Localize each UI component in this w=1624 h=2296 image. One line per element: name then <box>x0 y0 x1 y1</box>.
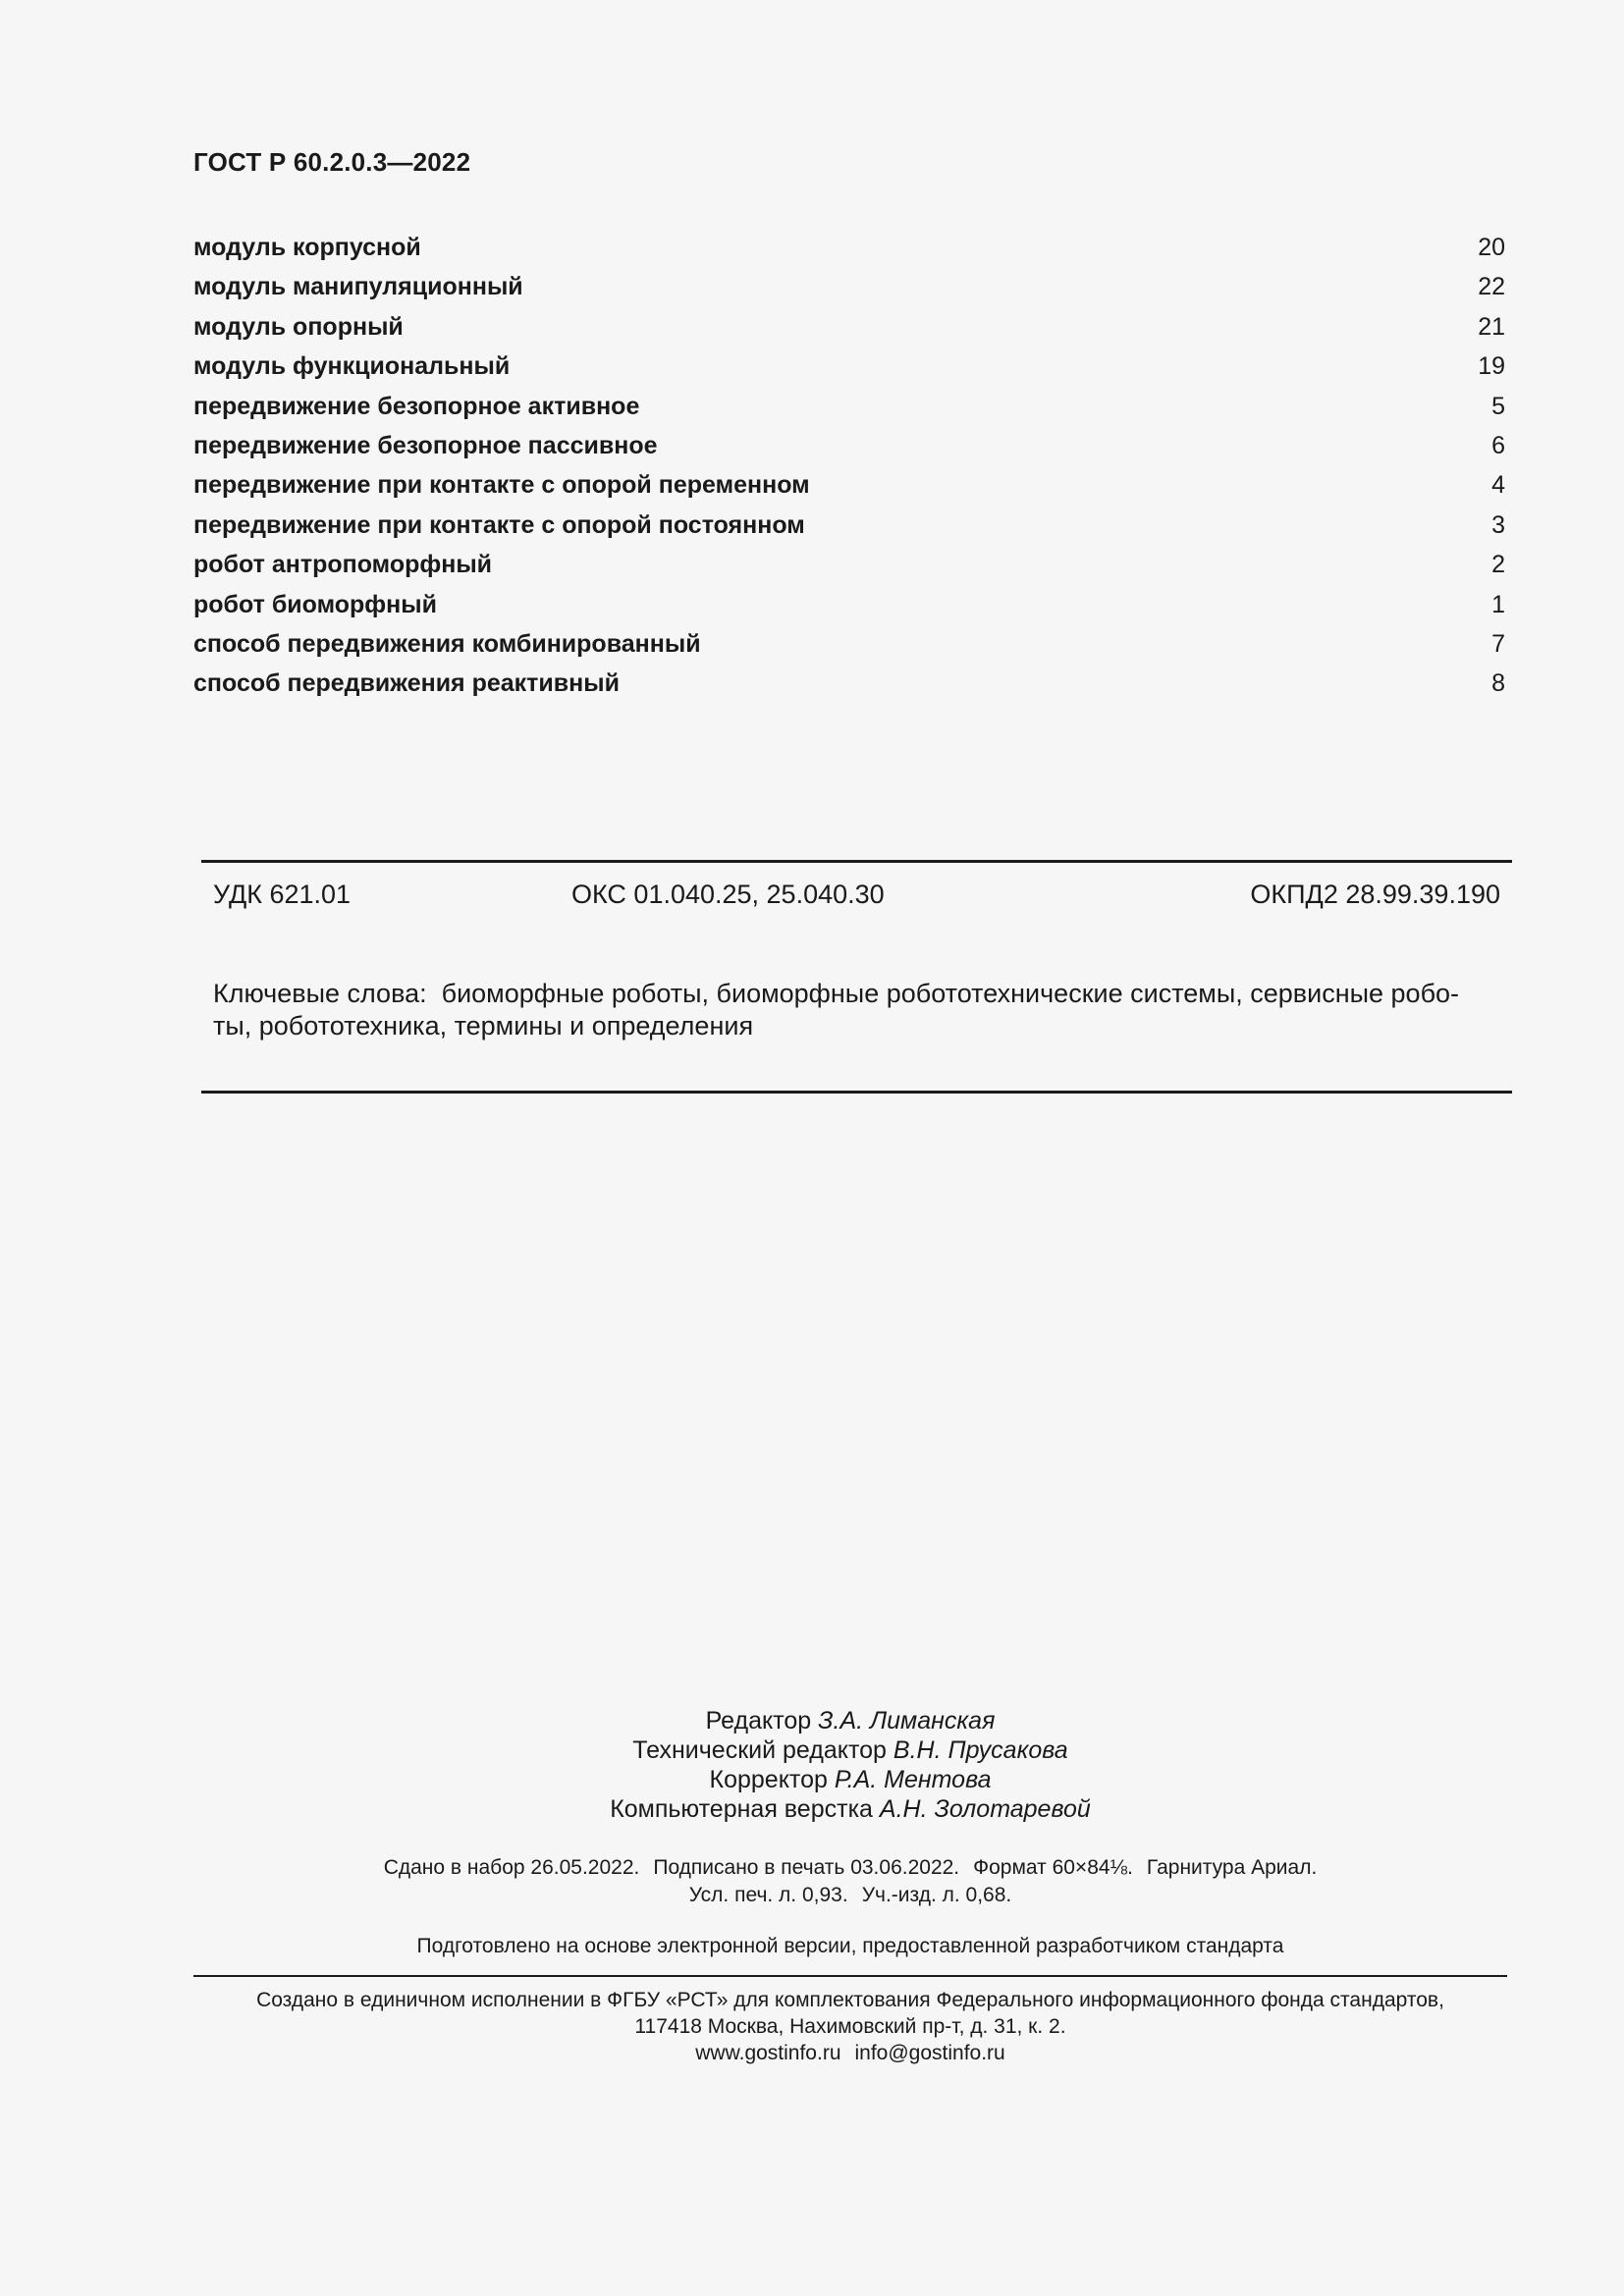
index-number: 4 <box>1491 471 1505 500</box>
credit-editor <box>0 1706 1624 1735</box>
index-term: передвижение при контакте с опорой постоянном <box>193 510 805 539</box>
index-term: робот биоморфный <box>193 590 437 618</box>
index-number: 21 <box>1478 312 1505 341</box>
index-row <box>193 630 1505 669</box>
oks-code: ОКС 01.040.25, 25.040.30 <box>571 880 885 909</box>
index-number: 3 <box>1491 510 1505 539</box>
keywords-line: ты, робототехника, термины и определения <box>213 1011 754 1041</box>
index-number: 1 <box>1491 590 1505 618</box>
print-info-block <box>0 1854 1624 1909</box>
publisher-address: 117418 Москва, Нахимовский пр-т, д. 31, к. 2. <box>634 2015 1066 2038</box>
divider-top <box>201 860 1512 863</box>
index-number: 19 <box>1478 352 1505 381</box>
credit-label: Редактор <box>705 1707 812 1735</box>
print-info-line <box>0 1882 1624 1909</box>
index-row <box>193 313 1505 352</box>
index-row <box>193 551 1505 590</box>
printed-sheets: Усл. печ. л. 0,93. <box>688 1884 848 1906</box>
divider-bottom <box>201 1091 1512 1094</box>
website-link[interactable]: www.gostinfo.ru <box>695 2042 841 2064</box>
index-term: способ передвижения комбинированный <box>193 629 701 658</box>
index-term: передвижение безопорное пассивное <box>193 431 658 459</box>
edition-sheets: Уч.-изд. л. 0,68. <box>861 1884 1012 1906</box>
classification-codes <box>213 880 1500 915</box>
index-term: модуль функциональный <box>193 352 511 381</box>
publisher-contacts <box>0 2040 1624 2066</box>
print-info-line <box>0 1854 1624 1882</box>
udk-code: УДК 621.01 <box>213 880 352 909</box>
index-term: передвижение при контакте с опорой переменном <box>193 471 810 500</box>
credit-label: Корректор <box>709 1766 828 1793</box>
typeface: Гарнитура Ариал. <box>1146 1856 1318 1879</box>
index-row <box>193 352 1505 392</box>
index-row <box>193 669 1505 709</box>
credit-corrector <box>0 1765 1624 1794</box>
footer-divider <box>193 1975 1507 1977</box>
credit-label: Компьютерная верстка <box>610 1795 873 1823</box>
email-link[interactable]: info@gostinfo.ru <box>854 2042 1005 2064</box>
index-row <box>193 511 1505 551</box>
publisher-line: Создано в единичном исполнении в ФГБУ «РСТ» для комплектования Федерального информационного фонда стандартов, <box>256 1989 1444 2011</box>
okpd-code: ОКПД2 28.99.39.190 <box>1250 880 1500 909</box>
paper-format: Формат 60×84⅛. <box>973 1856 1133 1879</box>
index-row <box>193 471 1505 510</box>
credit-name: З.А. Лиманская <box>818 1707 996 1735</box>
index-row <box>193 273 1505 312</box>
credit-name: Р.А. Ментова <box>834 1766 992 1793</box>
credit-label: Технический редактор <box>632 1736 887 1764</box>
index-number: 8 <box>1491 669 1505 698</box>
index-number: 20 <box>1478 234 1505 261</box>
index-row <box>193 393 1505 432</box>
document-code-header: ГОСТ Р 60.2.0.3—2022 <box>193 147 471 177</box>
index-term: робот антропоморфный <box>193 551 493 579</box>
index-number: 7 <box>1491 629 1505 658</box>
signed-date: Подписано в печать 03.06.2022. <box>653 1856 960 1879</box>
index-number: 2 <box>1491 551 1505 579</box>
index-number: 22 <box>1478 273 1505 301</box>
index-row <box>193 432 1505 471</box>
index-row <box>193 234 1505 273</box>
keywords-block <box>213 978 1500 1042</box>
credit-tech-editor <box>0 1735 1624 1765</box>
credit-name: В.Н. Прусакова <box>893 1736 1068 1764</box>
index-term: способ передвижения реактивный <box>193 669 620 698</box>
index-term: модуль опорный <box>193 312 404 341</box>
credit-name: А.Н. Золотаревой <box>879 1795 1091 1823</box>
index-number: 6 <box>1491 431 1505 459</box>
index-term: модуль манипуляционный <box>193 273 523 301</box>
publisher-block <box>0 1987 1624 2066</box>
index-term: модуль корпусной <box>193 234 421 261</box>
index-row <box>193 591 1505 630</box>
prepared-note: Подготовлено на основе электронной версии, предоставленной разработчиком стандарта <box>416 1935 1284 1957</box>
credit-layout <box>0 1794 1624 1824</box>
index-term: передвижение безопорное активное <box>193 392 640 420</box>
sent-date: Сдано в набор 26.05.2022. <box>383 1856 640 1879</box>
index-number: 5 <box>1491 392 1505 420</box>
credits-block <box>0 1706 1624 1824</box>
alphabetical-index <box>193 234 1505 710</box>
keywords-line: Ключевые слова: биоморфные роботы, биоморфные робототехнические системы, сервисные робо- <box>213 979 1460 1008</box>
